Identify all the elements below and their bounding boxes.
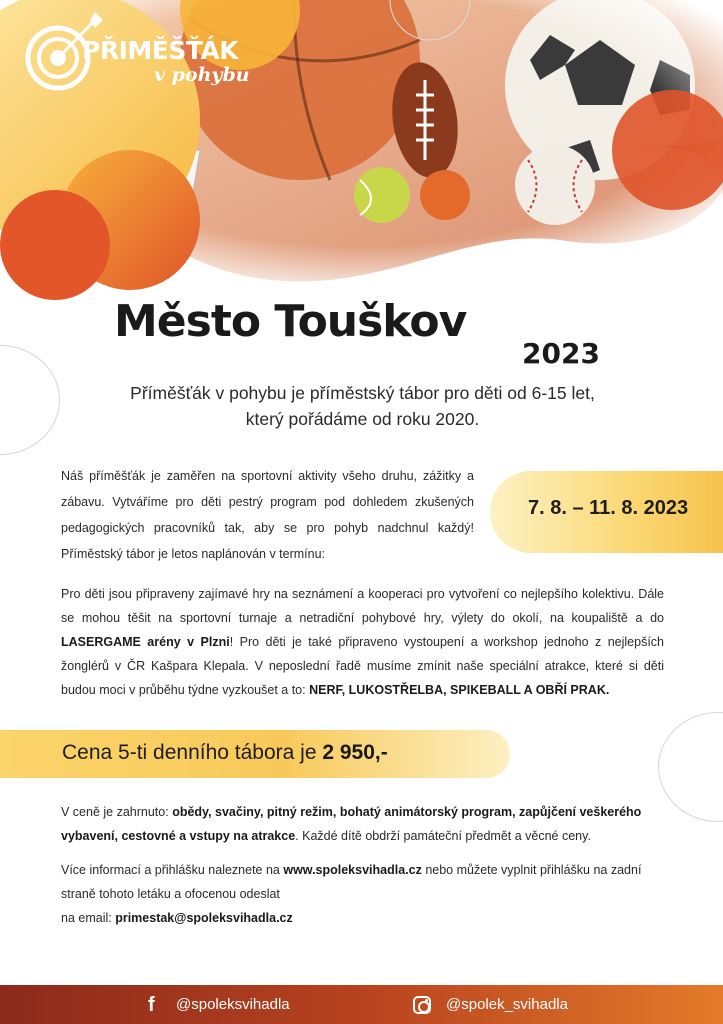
program-text-2: ! Pro děti je také připraveno vystoupení a workshop jednoho z nejlepších žonglérů v ČR Kašpara Klepala. V neposlední řadě musíme zmínit naše speciální atrakce, které si děti budou moci v průběhu týdne vyzkoušet a to: — [61, 635, 664, 697]
price-text — [62, 741, 388, 765]
program-text-1: Pro děti jsou připraveny zajímavé hry na seznámení a kooperaci pro vytvoření co nejlepšího kolektivu. Dále se mohou těšit na sportovní turnaje a netradiční pohybové hry, výlety do okolí, na koupaliště a do — [61, 587, 664, 625]
instagram-icon[interactable] — [413, 996, 431, 1014]
email-label: na email: — [61, 911, 116, 925]
intro-line-2: který pořádáme od roku 2020. — [245, 409, 480, 429]
intro-text — [90, 380, 635, 432]
included-lead: V ceně je zahrnuto: — [61, 805, 173, 819]
facebook-handle[interactable]: @spoleksvihadla — [176, 996, 290, 1013]
info-text-2: nebo můžete vyplnit přihlášku na zadní straně tohoto letáku a ofocenou odeslat — [61, 863, 642, 901]
page-title: Město Touškov — [114, 296, 467, 347]
website-link[interactable]: www.spoleksvihadla.cz — [283, 863, 422, 877]
included-tail: . Každé dítě obdrží památeční předmět a věcné ceny. — [295, 829, 591, 843]
intro-line-1: Příměšťák v pohybu je příměstský tábor pro děti od 6-15 let, — [130, 383, 595, 403]
logo-title: PŘIMĚŠŤÁK — [82, 36, 239, 65]
logo — [26, 14, 276, 94]
title-year: 2023 — [522, 337, 600, 370]
email-link[interactable]: primestak@spoleksvihadla.cz — [115, 911, 293, 925]
logo-subtitle: v pohybu — [154, 64, 250, 86]
attractions-highlight: NERF, LUKOSTŘELBA, SPIKEBALL A OBŘÍ PRAK. — [309, 683, 610, 697]
decor-circle-left — [0, 345, 60, 455]
info-text-1: Více informací a přihlášku naleznete na — [61, 863, 284, 877]
info-paragraph — [61, 858, 671, 906]
camp-date: 7. 8. – 11. 8. 2023 — [528, 497, 689, 519]
footer-bar — [0, 985, 723, 1024]
instagram-handle[interactable]: @spolek_svihadla — [446, 996, 568, 1013]
included-paragraph — [61, 800, 671, 848]
price-amount: 2 950,- — [322, 741, 388, 764]
email-line — [61, 906, 671, 930]
program-paragraph — [61, 582, 664, 702]
included-items: obědy, svačiny, pitný režim, bohatý animátorský program, zapůjčení veškerého vybavení, cestovné a vstupy na atrakce — [61, 805, 642, 843]
description-paragraph: Náš příměšťák je zaměřen na sportovní aktivity všeho druhu, zážitky a zábavu. Vytváříme pro děti pestrý program pod dohledem zkušených pedagogických pracovníků tak, aby se pro pohyb nadchnul každý! Příměstský tábor je letos naplánován v termínu: — [61, 469, 474, 561]
price-label: Cena 5-ti denního tábora je — [62, 741, 323, 764]
facebook-icon[interactable]: f — [148, 994, 155, 1016]
lasergame-highlight: LASERGAME arény v Plzni — [61, 635, 230, 649]
